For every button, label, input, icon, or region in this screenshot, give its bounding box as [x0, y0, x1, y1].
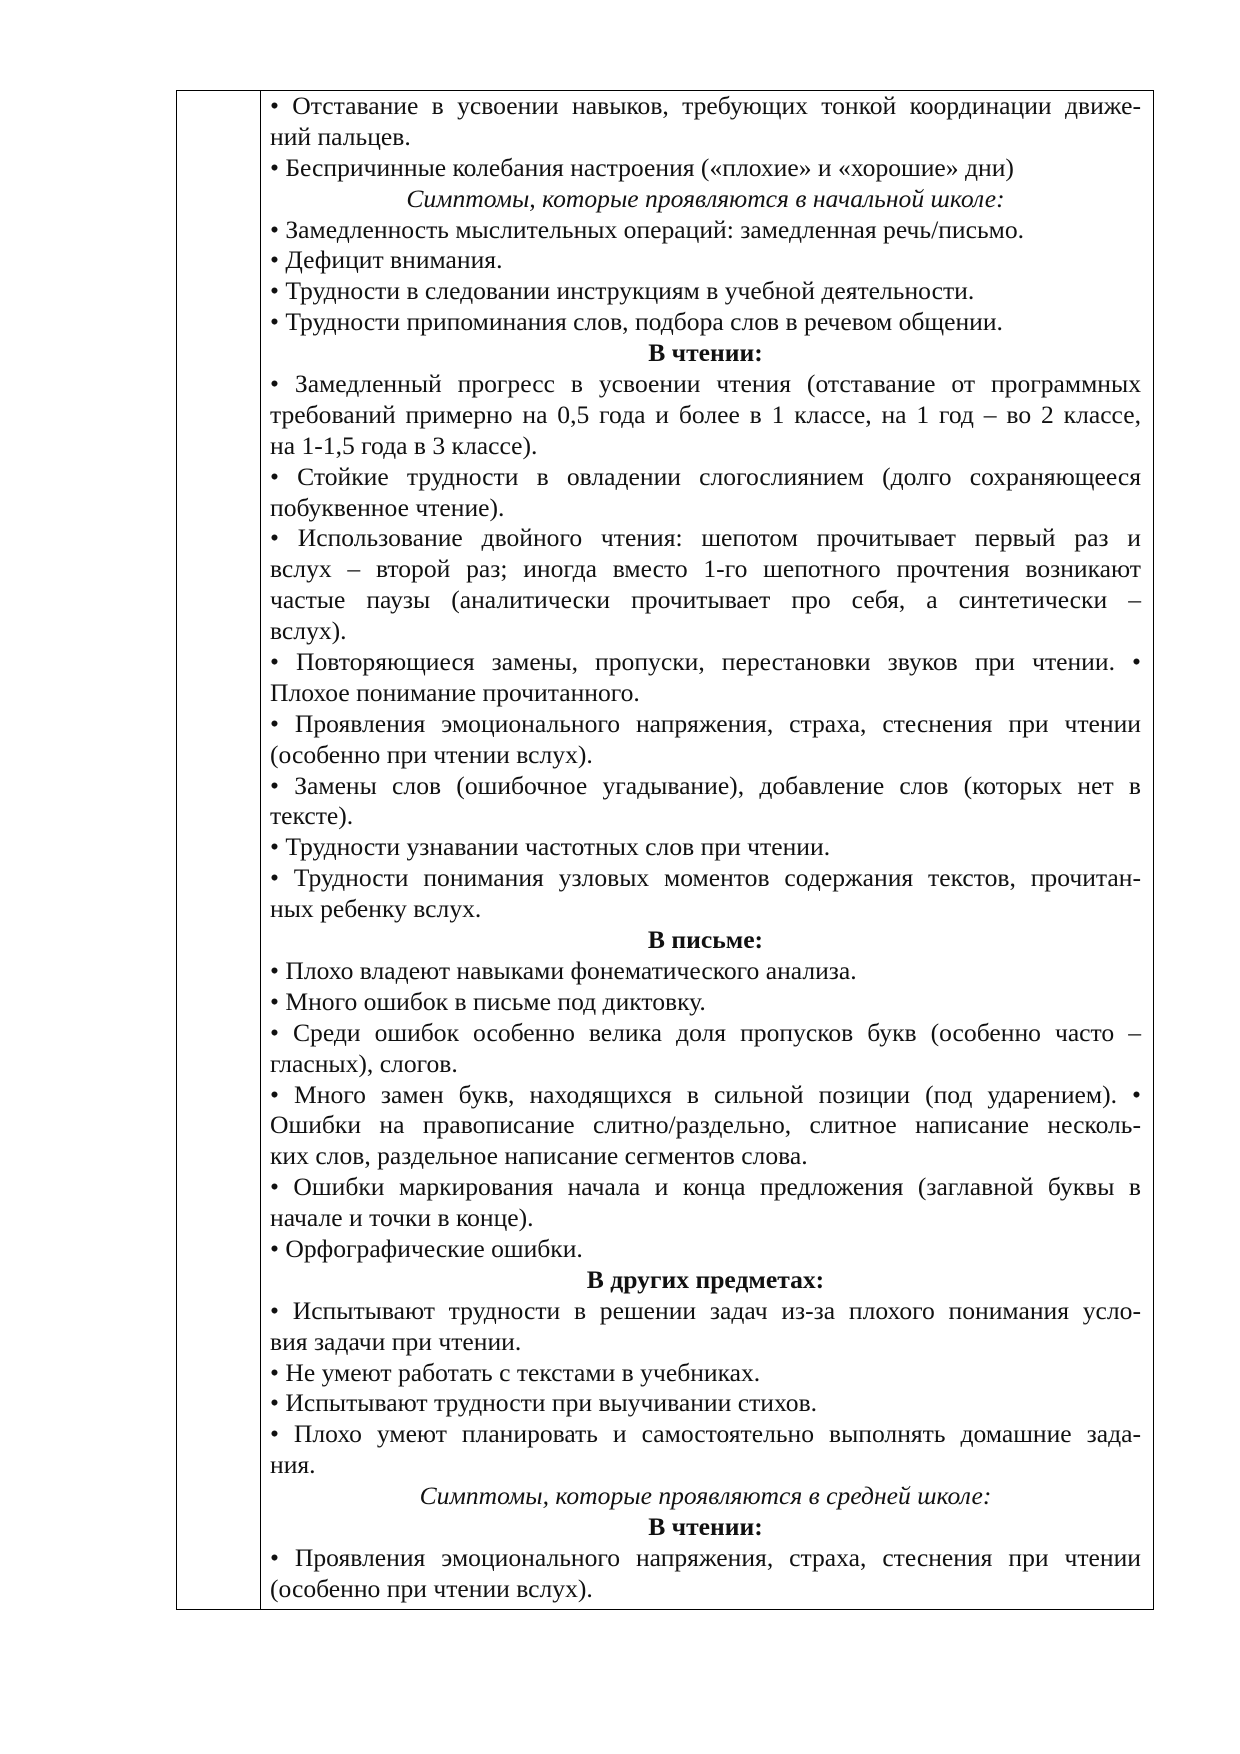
text-line: на 1-1,5 года в 3 классе). — [270, 430, 538, 460]
text-line: вслух – второй раз; иногда вместо 1-го шепотного прочтения возникают — [270, 554, 1141, 584]
text-line: • Отставание в усвоении навыков, требующих тонкой координации движе- — [270, 91, 1141, 120]
text-line: • Не умеют работать с текстами в учебниках. — [270, 1357, 761, 1387]
text-line: ний пальцев. — [270, 121, 411, 151]
text-line: • Орфографические ошибки. — [270, 1233, 583, 1263]
text-line: • Беспричинные колебания настроения («плохие» и «хорошие» дни) — [270, 152, 1014, 182]
section-heading: В чтении: — [648, 338, 763, 368]
document-table — [176, 90, 1154, 1610]
text-line: • Плохо владеют навыками фонематического анализа. — [270, 955, 857, 985]
text-line: частые паузы (аналитически прочитывает про себя, а синтетически – — [270, 585, 1141, 615]
text-line: (особенно при чтении вслух). — [270, 1573, 593, 1603]
text-line: • Замедленный прогресс в усвоении чтения (отставание от программных — [270, 369, 1141, 399]
text-line: начале и точки в конце). — [270, 1203, 534, 1233]
text-line: гласных), слогов. — [270, 1048, 458, 1078]
text-line: • Испытывают трудности в решении задач из-за плохого понимания усло- — [270, 1295, 1141, 1325]
text-line: • Замены слов (ошибочное угадывание), добавление слов (которых нет в — [270, 770, 1141, 800]
section-heading: В письме: — [647, 925, 764, 955]
text-line: • Много замен букв, находящихся в сильной позиции (под ударением). • — [270, 1079, 1141, 1109]
text-line: Ошибки на правописание слитно/раздельно, слитное написание несколь- — [270, 1110, 1141, 1140]
section-heading: Симптомы, которые проявляются в средней школе: — [419, 1481, 992, 1511]
text-line: вия задачи при чтении. — [270, 1326, 522, 1356]
text-line: требований примерно на 0,5 года и более в 1 классе, на 1 год – во 2 классе, — [270, 399, 1141, 429]
text-line: • Трудности припоминания слов, подбора слов в речевом общении. — [270, 307, 1003, 337]
text-line: ных ребенку вслух. — [270, 894, 482, 924]
text-line: ния. — [270, 1450, 316, 1480]
text-line: • Среди ошибок особенно велика доля пропусков букв (особенно часто – — [270, 1017, 1141, 1047]
text-line: • Трудности понимания узловых моментов содержания текстов, прочитан- — [270, 863, 1141, 893]
table-content-column — [261, 91, 1153, 1609]
text-line: • Трудности в следовании инструкциям в учебной деятельности. — [270, 276, 975, 306]
text-line: • Испытывают трудности при выучивании стихов. — [270, 1388, 818, 1418]
section-heading: В чтении: — [648, 1511, 763, 1541]
text-line: • Стойкие трудности в овладении слогослиянием (долго сохраняющееся — [270, 461, 1141, 491]
text-line: (особенно при чтении вслух). — [270, 739, 593, 769]
text-line: Плохое понимание прочитанного. — [270, 677, 640, 707]
text-line: вслух). — [270, 616, 347, 646]
text-line: • Замедленность мыслительных операций: замедленная речь/письмо. — [270, 214, 1025, 244]
text-line: тексте). — [270, 801, 354, 831]
text-line: • Много ошибок в письме под диктовку. — [270, 986, 706, 1016]
text-line: • Повторяющиеся замены, пропуски, перестановки звуков при чтении. • — [270, 647, 1141, 677]
text-line: • Ошибки маркирования начала и конца предложения (заглавной буквы в — [270, 1172, 1141, 1202]
text-line: • Проявления эмоционального напряжения, страха, стеснения при чтении — [270, 708, 1141, 738]
text-line: ких слов, раздельное написание сегментов слова. — [270, 1141, 808, 1171]
text-line: • Плохо умеют планировать и самостоятельно выполнять домашние зада- — [270, 1419, 1141, 1449]
text-line: побуквенное чтение). — [270, 492, 505, 522]
text-line: • Дефицит внимания. — [270, 245, 503, 275]
table-left-column — [177, 91, 261, 1609]
section-heading: В других предметах: — [586, 1264, 825, 1294]
text-line: • Трудности узнавании частотных слов при чтении. — [270, 832, 831, 862]
section-heading: Симптомы, которые проявляются в начальной школе: — [406, 183, 1005, 213]
text-line: • Проявления эмоционального напряжения, страха, стеснения при чтении — [270, 1542, 1141, 1572]
text-line: • Использование двойного чтения: шепотом прочитывает первый раз и — [270, 523, 1141, 553]
